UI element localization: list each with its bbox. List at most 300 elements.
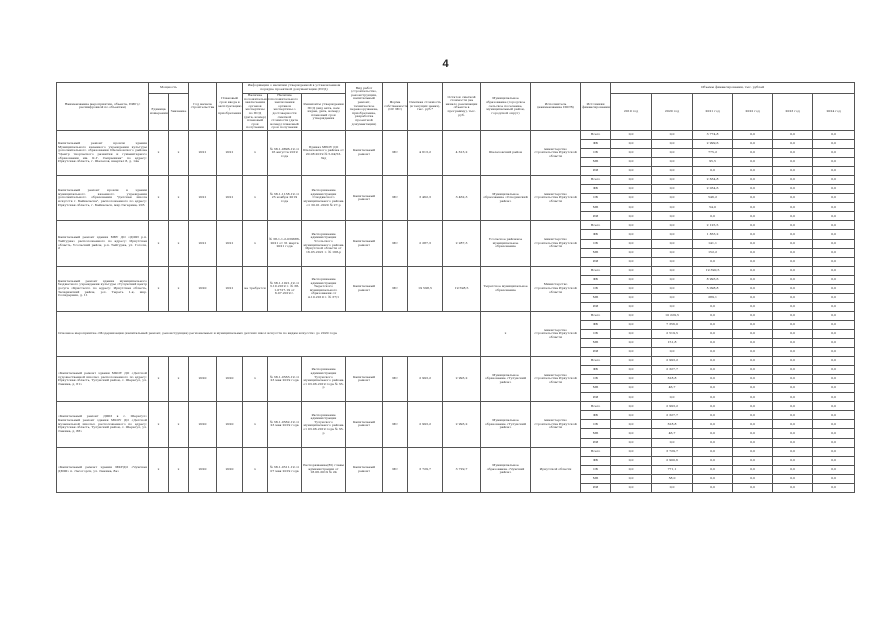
amount-cell: 10 229,5 (652, 311, 693, 320)
amount-cell: 0,0 (813, 393, 855, 402)
amount-cell: 3 729,7 (652, 447, 693, 456)
amount-cell: 19 390,5 (693, 266, 733, 275)
amount-cell: 0,0 (611, 185, 652, 194)
object-reliability: № 38-1-1138-19 от 25 ноября 2019 года (268, 176, 302, 221)
amount-cell: 0,0 (733, 474, 773, 483)
amount-cell: 0,0 (652, 266, 693, 275)
object-approval: Распоряжение администрации Тыретского муниципального образования от 4.10.2019 г. № 37/1 (302, 266, 346, 311)
amount-cell: 0,0 (813, 357, 855, 366)
amount-cell: 0,0 (733, 456, 773, 465)
source-label: ИИ (581, 257, 611, 266)
amount-cell: 0,0 (813, 483, 855, 492)
object-estimate: 3 729,7 (408, 447, 443, 492)
amount-cell: 0,0 (733, 429, 773, 438)
amount-cell: 0,0 (813, 284, 855, 293)
amount-cell: 0,0 (813, 456, 855, 465)
table-row (57, 176, 855, 185)
amount-cell: 0,0 (773, 420, 813, 429)
source-label: ИИ (581, 167, 611, 176)
amount-cell: 0,0 (693, 212, 733, 221)
object-plan-term: 2021 (217, 221, 243, 266)
object-estimate: 3 462,3 (408, 176, 443, 221)
amount-cell: 2 327,7 (652, 366, 693, 375)
amount-cell: 0,0 (611, 221, 652, 230)
object-unit: х (149, 176, 169, 221)
amount-cell: 0,0 (611, 465, 652, 474)
amount-cell: 0,0 (813, 203, 855, 212)
source-label: ФБ (581, 411, 611, 420)
object-exam: не требуется (243, 266, 268, 311)
amount-cell: 0,0 (652, 248, 693, 257)
amount-cell: 0,0 (813, 149, 855, 158)
header-value: Значение (169, 94, 189, 131)
object-executor: Министерство строительства Иркутской области (531, 266, 581, 311)
object-exam: х (243, 447, 268, 492)
source-label: ИИ (581, 393, 611, 402)
amount-cell: 0,0 (693, 167, 733, 176)
amount-cell: 0,0 (693, 447, 733, 456)
amount-cell: 0,0 (733, 275, 773, 284)
amount-cell: 0,0 (652, 139, 693, 148)
object-exam: х (243, 176, 268, 221)
amount-cell: 0,0 (813, 212, 855, 221)
header-psd-reliability: Наличие положительного заключения органов экспертизы о достоверности сметной стоимости (дата номер) плановый срок получения (268, 94, 302, 131)
object-unit: х (149, 357, 169, 402)
amount-cell: 0,0 (733, 329, 773, 338)
object-name: Капитальный ремонт кровли в здании муниципального казенного учреждения дополнительного образования "Детская школа искусств г. Байкальска", расположенного по адресу: Иркутская область, г. Байкальск, мкр Гагарина, 205 (57, 176, 149, 221)
object-remaining: 4 613,2 (443, 130, 481, 175)
amount-cell: 0,0 (773, 130, 813, 139)
object-reliability: № 38-1-1-2-039686-2021 от 31 марта 2021 года (268, 221, 302, 266)
table-row (57, 402, 855, 411)
source-label: МБ (581, 429, 611, 438)
object-form: МС (383, 357, 408, 402)
object-estimate: 2 993,2 (408, 357, 443, 402)
object-remaining: 3 729,7 (443, 447, 481, 492)
amount-cell: 0,0 (611, 329, 652, 338)
source-label: ФБ (581, 185, 611, 194)
main-event-mark: х (481, 311, 531, 356)
amount-cell: 0,0 (773, 402, 813, 411)
amount-cell: 289,1 (693, 293, 733, 302)
amount-cell: 8 993,6 (693, 275, 733, 284)
amount-cell: 2 034,6 (693, 185, 733, 194)
amount-cell: 0,0 (773, 375, 813, 384)
amount-cell: 0,0 (773, 185, 813, 194)
object-executor: министерство строительства Иркутской области (531, 176, 581, 221)
table-row (57, 447, 855, 456)
amount-cell: 0,0 (733, 357, 773, 366)
source-label: ИИ (581, 438, 611, 447)
object-work-type: Капитальный ремонт (346, 357, 383, 402)
amount-cell: 0,0 (611, 320, 652, 329)
amount-cell: 0,0 (652, 212, 693, 221)
amount-cell: 0,0 (733, 402, 773, 411)
object-form: МС (383, 130, 408, 175)
amount-cell: 46,7 (652, 384, 693, 393)
amount-cell: 0,0 (693, 366, 733, 375)
source-label: МБ (581, 474, 611, 483)
source-label: Всего (581, 311, 611, 320)
amount-cell: 0,0 (733, 212, 773, 221)
object-work-type: Капитальный ремонт (346, 402, 383, 447)
source-label: ФБ (581, 320, 611, 329)
amount-cell: 0,0 (773, 230, 813, 239)
amount-cell: 0,0 (813, 158, 855, 167)
object-plan-term: 2020 (217, 447, 243, 492)
amount-cell: 0,0 (693, 483, 733, 492)
amount-cell: 0,0 (611, 348, 652, 357)
amount-cell: 0,0 (773, 384, 813, 393)
amount-cell: 0,0 (652, 284, 693, 293)
object-plan-term: 2021 (217, 176, 243, 221)
header-property-form: Форма собственности (ОС МС) (383, 83, 408, 131)
source-label: ИИ (581, 302, 611, 311)
amount-cell: 46,7 (652, 429, 693, 438)
source-label: Всего (581, 130, 611, 139)
source-label: ФБ (581, 275, 611, 284)
object-estimate: 2 287,3 (408, 221, 443, 266)
object-name: Капитальный ремонт кровли здания Муниципального казенного учреждения культуры дополнительного образования Шелеховского района "Центр творческого развития и гуманитарного образования им. К.Г. Сапрыкина" по адресу: Иркутская область, г. Шелехов, квартал 8, д. 14а (57, 130, 149, 175)
amount-cell: 0,0 (733, 203, 773, 212)
amount-cell: 0,0 (693, 456, 733, 465)
amount-cell: 0,0 (773, 139, 813, 148)
amount-cell: 0,0 (813, 447, 855, 456)
amount-cell: 2 993,2 (652, 357, 693, 366)
object-reliability: № 38-1-1021-19 от 3.10.2019 г. № 38-1-0727-19 от 6.07.2019 г. (268, 266, 302, 311)
amount-cell: 0,0 (652, 130, 693, 139)
amount-cell: 0,0 (813, 339, 855, 348)
amount-cell: 0,0 (813, 438, 855, 447)
amount-cell: 0,0 (813, 266, 855, 275)
object-reliability: № 38-1-0562-19 от 23 мая 2019 года (268, 402, 302, 447)
amount-cell: 0,0 (813, 420, 855, 429)
amount-cell: 0,0 (611, 438, 652, 447)
header-financing: Объемы финансирования, тыс. рублей (611, 83, 855, 94)
amount-cell: 0,0 (773, 465, 813, 474)
amount-cell: 0,0 (813, 194, 855, 203)
amount-cell: 0,0 (693, 438, 733, 447)
header-unit: Единица измерения (149, 94, 169, 131)
source-label: МБ (581, 339, 611, 348)
table-body (57, 130, 855, 492)
table-row (57, 130, 855, 139)
amount-cell: 0,0 (733, 348, 773, 357)
amount-cell: 0,0 (693, 384, 733, 393)
object-exam: х (243, 221, 268, 266)
amount-cell: 0,0 (733, 320, 773, 329)
header-year-2023: 2023 год (773, 94, 813, 131)
amount-cell: 0,0 (773, 266, 813, 275)
amount-cell: 0,0 (813, 167, 855, 176)
header-year-2024: 2024 год (813, 94, 855, 131)
amount-cell: 0,0 (733, 465, 773, 474)
amount-cell: 0,0 (733, 393, 773, 402)
object-form: МС (383, 176, 408, 221)
source-label: Всего (581, 357, 611, 366)
object-unit: х (149, 130, 169, 175)
object-exam: х (243, 357, 268, 402)
amount-cell: 0,0 (693, 375, 733, 384)
amount-cell: 0,0 (733, 293, 773, 302)
source-label: Всего (581, 402, 611, 411)
amount-cell: 2 900,6 (652, 456, 693, 465)
amount-cell: 0,0 (733, 284, 773, 293)
amount-cell: 0,0 (733, 339, 773, 348)
object-municipality: Шелеховский район (481, 130, 531, 175)
object-exam: х (243, 130, 268, 175)
amount-cell: 0,0 (611, 275, 652, 284)
object-reliability: № 38-1-0896-19 от 16 августа 2019 года (268, 130, 302, 175)
source-label: ОБ (581, 329, 611, 338)
amount-cell: 0,0 (611, 158, 652, 167)
object-executor: министерство строительства Иркутской области (531, 402, 581, 447)
amount-cell: 0,0 (813, 411, 855, 420)
object-plan-term: 2021 (217, 130, 243, 175)
amount-cell: 58,0 (652, 474, 693, 483)
amount-cell: 0,0 (733, 483, 773, 492)
amount-cell: 0,0 (773, 239, 813, 248)
amount-cell: 0,0 (813, 230, 855, 239)
amount-cell: 0,0 (611, 176, 652, 185)
amount-cell: 0,0 (773, 176, 813, 185)
amount-cell: 0,0 (773, 248, 813, 257)
amount-cell: 0,0 (611, 402, 652, 411)
source-label: ФБ (581, 456, 611, 465)
object-approval: Распоряжение администрации Усольского муниципального района Иркутской области от 16.05.2021 г. № 168-р (302, 221, 346, 266)
amount-cell: 0,0 (773, 194, 813, 203)
amount-cell: 0,0 (611, 149, 652, 158)
amount-cell: 0,0 (813, 465, 855, 474)
amount-cell: 0,0 (733, 230, 773, 239)
source-label: Всего (581, 176, 611, 185)
header-remaining: Остаток сметной стоимости (на начало реализации объекта в программу), тыс. руб. (443, 83, 481, 131)
amount-cell: 0,0 (813, 302, 855, 311)
object-name: «Капитальный ремонт здания МКОУ ДО «Детской художественной школы» расположенного по адресу: Иркутская область, Тулунский район, с. Шерагул, ул. Ленина, д. 61» (57, 357, 149, 402)
amount-cell: 0,0 (693, 348, 733, 357)
amount-cell: 0,0 (693, 320, 733, 329)
amount-cell: 0,0 (813, 257, 855, 266)
amount-cell: 0,0 (611, 483, 652, 492)
amount-cell: 0,0 (611, 357, 652, 366)
amount-cell: 0,0 (773, 257, 813, 266)
amount-cell: 0,0 (733, 375, 773, 384)
amount-cell: 0,0 (611, 139, 652, 148)
object-value: х (169, 266, 189, 311)
amount-cell: 2 519,5 (652, 329, 693, 338)
amount-cell: 0,0 (813, 311, 855, 320)
amount-cell: 0,0 (693, 393, 733, 402)
amount-cell: 0,0 (773, 329, 813, 338)
amount-cell: 0,0 (693, 465, 733, 474)
amount-cell: 2 634,8 (693, 176, 733, 185)
amount-cell: 0,0 (773, 348, 813, 357)
object-remaining: 2 993,2 (443, 402, 481, 447)
object-year-build: 2021 (189, 176, 217, 221)
object-executor: министерство строительства Иркутской области (531, 357, 581, 402)
amount-cell: 2 125,5 (693, 221, 733, 230)
amount-cell: 0,0 (773, 221, 813, 230)
amount-cell: 0,0 (773, 483, 813, 492)
amount-cell: 95,5 (693, 158, 733, 167)
amount-cell: 0,0 (813, 384, 855, 393)
object-remaining: 3 462,3 (443, 176, 481, 221)
amount-cell: 0,0 (611, 384, 652, 393)
amount-cell: 0,0 (773, 447, 813, 456)
amount-cell: 0,0 (813, 176, 855, 185)
source-label: МБ (581, 384, 611, 393)
amount-cell: 0,0 (652, 230, 693, 239)
object-year-build: 2021 (189, 130, 217, 175)
amount-cell: 0,0 (733, 384, 773, 393)
object-year-build: 2020 (189, 266, 217, 311)
amount-cell: 0,0 (652, 293, 693, 302)
object-work-type: Капитальный ремонт (346, 130, 383, 175)
source-label: МБ (581, 203, 611, 212)
source-label: Всего (581, 266, 611, 275)
amount-cell: 0,0 (813, 320, 855, 329)
amount-cell: 0,0 (773, 411, 813, 420)
header-executor: Исполнитель (наименование ИОГВ) (531, 83, 581, 131)
amount-cell: 0,0 (733, 266, 773, 275)
object-value: х (169, 447, 189, 492)
object-executor: министерство строительства Иркутской области (531, 221, 581, 266)
amount-cell: 0,0 (611, 429, 652, 438)
amount-cell: 0,0 (773, 158, 813, 167)
amount-cell: 0,0 (813, 366, 855, 375)
object-form: МС (383, 266, 408, 311)
amount-cell: 0,0 (773, 456, 813, 465)
header-psd-approval: Реквизиты утверждения ПСД (вид акта, кем издан, дата, номер) плановый срок утверждения (302, 94, 346, 131)
amount-cell: 0,0 (813, 139, 855, 148)
header-psd-info: Информация о наличии утвержденной в установленном порядке проектной документации (ПСД) (243, 83, 346, 94)
amount-cell: 0,0 (652, 239, 693, 248)
object-year-build: 2021 (189, 221, 217, 266)
amount-cell: 0,0 (773, 212, 813, 221)
amount-cell: 0,0 (652, 438, 693, 447)
amount-cell: 0,0 (733, 185, 773, 194)
amount-cell: 0,0 (733, 420, 773, 429)
amount-cell: 0,0 (652, 483, 693, 492)
source-label: МБ (581, 158, 611, 167)
object-approval: Распоряжение администрации Тулунского муниципального района от 03.06.2019 года № 33-р (302, 357, 346, 402)
investment-table (56, 82, 855, 493)
source-label: ФБ (581, 230, 611, 239)
amount-cell: 0,0 (773, 149, 813, 158)
amount-cell: 0,0 (611, 284, 652, 293)
object-year-build: 2020 (189, 357, 217, 402)
amount-cell: 0,0 (813, 239, 855, 248)
object-estimate: 4 613,2 (408, 130, 443, 175)
header-municipality: Муниципальное образование (городское сельское поселение, муниципальный район, городской округ) (481, 83, 531, 131)
amount-cell: 0,0 (773, 438, 813, 447)
amount-cell: 0,0 (652, 167, 693, 176)
amount-cell: 0,0 (652, 257, 693, 266)
source-label: МБ (581, 293, 611, 302)
amount-cell: 0,0 (773, 393, 813, 402)
main-event-executor: министерство строительства Иркутской области (531, 311, 581, 356)
object-work-type: Капитальный ремонт (346, 447, 383, 492)
amount-cell: 0,0 (773, 320, 813, 329)
object-unit: х (149, 266, 169, 311)
object-municipality: Муниципальное образование «Тулунский район» (481, 357, 531, 402)
amount-cell: 7 356,0 (652, 320, 693, 329)
object-executor: Иркутской области (531, 447, 581, 492)
amount-cell: 0,0 (611, 420, 652, 429)
header-year-2019: 2019 год (611, 94, 652, 131)
amount-cell: 0,0 (733, 130, 773, 139)
amount-cell: 0,0 (652, 149, 693, 158)
table-row (57, 357, 855, 366)
object-exam: х (243, 402, 268, 447)
amount-cell: 618,8 (652, 420, 693, 429)
amount-cell: 0,0 (733, 176, 773, 185)
amount-cell: 152,2 (693, 248, 733, 257)
object-work-type: Капитальный ремонт (346, 176, 383, 221)
amount-cell: 0,0 (773, 339, 813, 348)
amount-cell: 0,0 (733, 257, 773, 266)
object-remaining: 2 993,2 (443, 357, 481, 402)
amount-cell: 0,0 (733, 302, 773, 311)
amount-cell: 0,0 (611, 411, 652, 420)
amount-cell: 0,0 (693, 357, 733, 366)
amount-cell: 3 774,8 (693, 130, 733, 139)
amount-cell: 0,0 (733, 221, 773, 230)
object-reliability: № 38-1-0511-19 от 07 мая 2019 года (268, 447, 302, 492)
amount-cell: 0,0 (693, 302, 733, 311)
object-executor: министерство строительства Иркутской области (531, 130, 581, 175)
object-remaining: 2 287,3 (443, 221, 481, 266)
object-unit: х (149, 402, 169, 447)
amount-cell: 0,0 (733, 167, 773, 176)
object-reliability: № 38-1-0563-19 от 23 мая 2019 года (268, 357, 302, 402)
amount-cell: 771,1 (652, 465, 693, 474)
table-header (57, 83, 855, 131)
amount-cell: 0,0 (773, 357, 813, 366)
amount-cell: 0,0 (773, 311, 813, 320)
source-label: Всего (581, 221, 611, 230)
object-name: Капитальный ремонт здания муниципального бюджетного учреждения культуры «Тулунский центр досуга «Кристалл» по адресу: Иркутская область, Заларинский район, р.п. Тыреть 1-я, мкр. Солидарник, д. 11 (57, 266, 149, 311)
amount-cell: 0,0 (813, 402, 855, 411)
amount-cell: 0,0 (652, 302, 693, 311)
amount-cell: 2 327,7 (652, 411, 693, 420)
amount-cell: 0,0 (733, 248, 773, 257)
table-row (57, 266, 855, 275)
amount-cell: 0,0 (773, 293, 813, 302)
source-label: ОБ (581, 420, 611, 429)
source-label: ИИ (581, 212, 611, 221)
amount-cell: 546,2 (693, 194, 733, 203)
object-approval: Приказ МБОУ ДО Шелеховского района от 20.08.2019 № 5-04/53-3хд (302, 130, 346, 175)
amount-cell: 0,0 (611, 239, 652, 248)
amount-cell: 0,0 (611, 130, 652, 139)
amount-cell: 0,0 (693, 411, 733, 420)
amount-cell: 0,0 (611, 474, 652, 483)
source-label: ОБ (581, 149, 611, 158)
amount-cell: 618,8 (652, 375, 693, 384)
object-work-type: Капитальный ремонт (346, 266, 383, 311)
amount-cell: 0,0 (652, 194, 693, 203)
amount-cell: 0,0 (813, 248, 855, 257)
amount-cell: 0,0 (733, 411, 773, 420)
amount-cell: 0,0 (611, 393, 652, 402)
amount-cell: 0,0 (611, 293, 652, 302)
object-municipality: Муниципальное образование «Слюдянский район» (481, 176, 531, 221)
object-form: МС (383, 402, 408, 447)
amount-cell: 0,0 (652, 203, 693, 212)
object-estimate: 19 598,5 (408, 266, 443, 311)
amount-cell: 0,0 (611, 248, 652, 257)
